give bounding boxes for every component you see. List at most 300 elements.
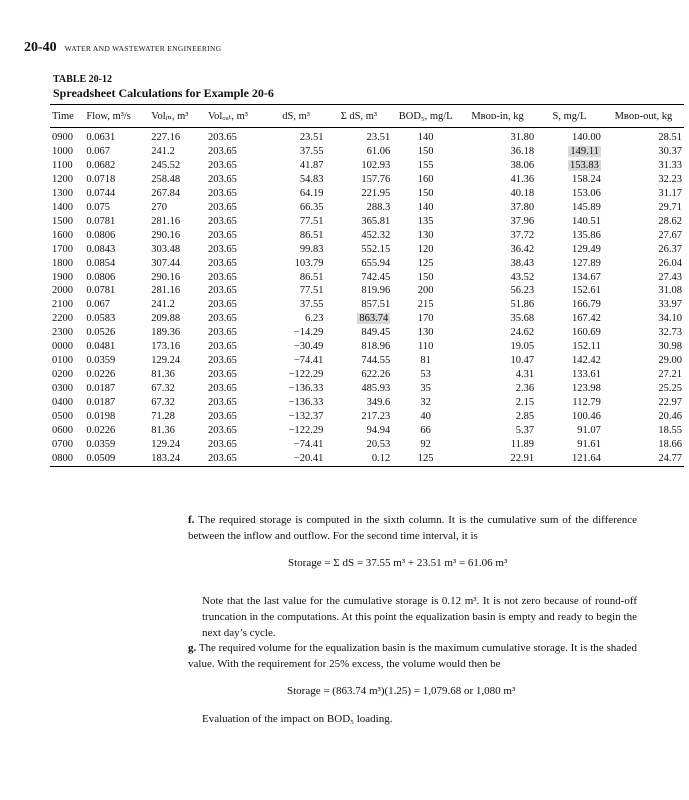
cell-vol-in bbox=[149, 452, 206, 466]
cell-value: 134.67 bbox=[572, 271, 601, 283]
cell-value: 30.37 bbox=[658, 145, 682, 157]
cell-vol-out bbox=[206, 215, 267, 229]
cell-vol-out bbox=[206, 284, 267, 298]
cell-value: 24.62 bbox=[510, 327, 535, 339]
cell-bod5 bbox=[392, 128, 459, 145]
cell-value: 0.0198 bbox=[86, 411, 116, 423]
cell-vol-out bbox=[206, 396, 267, 410]
cell-value: 0.0481 bbox=[86, 341, 116, 353]
cell-value: −30.49 bbox=[293, 341, 324, 353]
cell-value: 125 bbox=[417, 452, 434, 464]
cell-value: 1800 bbox=[52, 257, 73, 269]
cell-ds bbox=[267, 396, 326, 410]
cell-value: 241.2 bbox=[151, 145, 175, 157]
cell-flow bbox=[84, 368, 149, 382]
cell-sum-ds bbox=[325, 187, 392, 201]
table-row bbox=[50, 396, 684, 410]
cell-mbod-out bbox=[603, 173, 684, 187]
cell-sum-ds bbox=[325, 257, 392, 271]
cell-flow bbox=[84, 340, 149, 354]
cell-time bbox=[50, 326, 84, 340]
cell-value: 0.0631 bbox=[86, 132, 116, 143]
cell-value: 110 bbox=[417, 341, 434, 353]
cell-sum-ds bbox=[325, 424, 392, 438]
cell-time bbox=[50, 243, 84, 257]
cell-value: 125 bbox=[417, 257, 434, 269]
cell-mbod-out bbox=[603, 159, 684, 173]
cell-value: 0.0843 bbox=[86, 243, 116, 255]
cell-vol-out bbox=[206, 410, 267, 424]
cell-value: 37.96 bbox=[510, 215, 535, 227]
cell-value: 41.87 bbox=[299, 159, 324, 171]
cell-value: 0.0187 bbox=[86, 397, 116, 409]
cell-sum-ds bbox=[325, 284, 392, 298]
cell-value: 152.61 bbox=[572, 285, 601, 297]
cell-mbod-out bbox=[603, 128, 684, 145]
cell-value: 0600 bbox=[52, 425, 73, 437]
cell-value: 31.08 bbox=[658, 285, 682, 297]
cell-value: 183.24 bbox=[151, 452, 181, 464]
cell-vol-out bbox=[206, 298, 267, 312]
cell-value: 485.93 bbox=[361, 383, 391, 395]
cell-time bbox=[50, 312, 84, 326]
cell-value: 67.32 bbox=[151, 397, 175, 409]
cell-value: 0.0359 bbox=[86, 438, 116, 450]
cell-vol-in bbox=[149, 410, 206, 424]
cell-value: 2.85 bbox=[515, 411, 535, 423]
cell-value: 130 bbox=[417, 229, 434, 241]
cell-mbod-in bbox=[459, 215, 536, 229]
cell-mbod-in bbox=[459, 201, 536, 215]
cell-vol-in bbox=[149, 284, 206, 298]
cell-s bbox=[536, 438, 603, 452]
cell-time bbox=[50, 284, 84, 298]
cell-mbod-out bbox=[603, 271, 684, 285]
storage-equation-2: Storage = (863.74 m³)(1.25) = 1,079.68 or 1,080 m³ bbox=[287, 685, 516, 697]
col-header-time: Time bbox=[50, 105, 84, 128]
cell-value: 150 bbox=[417, 187, 434, 199]
cell-value: 32 bbox=[420, 397, 431, 409]
cell-value: 37.55 bbox=[299, 145, 324, 157]
cell-value: 37.80 bbox=[510, 201, 535, 213]
cell-value: 37.55 bbox=[299, 299, 324, 311]
cell-s bbox=[536, 243, 603, 257]
cell-value: 819.96 bbox=[361, 285, 391, 297]
cell-value: 0.0226 bbox=[86, 425, 116, 437]
cell-value: 0.067 bbox=[86, 145, 111, 157]
cell-value: 203.65 bbox=[207, 327, 237, 339]
cell-value: 818.96 bbox=[361, 341, 391, 353]
cell-mbod-in bbox=[459, 271, 536, 285]
cell-ds bbox=[267, 438, 326, 452]
cell-value: 0.0854 bbox=[86, 257, 116, 269]
cell-mbod-in bbox=[459, 410, 536, 424]
cell-value: −74.41 bbox=[293, 355, 324, 367]
cell-value: 140 bbox=[417, 201, 434, 213]
cell-time bbox=[50, 271, 84, 285]
cell-time bbox=[50, 340, 84, 354]
cell-value: 288.3 bbox=[366, 201, 391, 213]
cell-time bbox=[50, 187, 84, 201]
cell-s bbox=[536, 340, 603, 354]
cell-vol-out bbox=[206, 368, 267, 382]
cell-value: 203.65 bbox=[207, 438, 237, 450]
cell-ds bbox=[267, 410, 326, 424]
cell-value: 203.65 bbox=[207, 355, 237, 367]
cell-ds bbox=[267, 243, 326, 257]
cell-bod5 bbox=[392, 145, 459, 159]
cell-sum-ds bbox=[325, 159, 392, 173]
cell-value: 267.84 bbox=[151, 187, 181, 199]
cell-mbod-out bbox=[603, 229, 684, 243]
table-row bbox=[50, 354, 684, 368]
cell-flow bbox=[84, 410, 149, 424]
cell-sum-ds bbox=[325, 271, 392, 285]
cell-time bbox=[50, 159, 84, 173]
cell-value: 71.28 bbox=[151, 411, 175, 423]
cell-bod5 bbox=[392, 438, 459, 452]
cell-time bbox=[50, 201, 84, 215]
cell-value: 29.71 bbox=[658, 201, 682, 213]
cell-value: 153.06 bbox=[572, 187, 601, 199]
cell-value: 77.51 bbox=[299, 285, 324, 297]
cell-mbod-in bbox=[459, 326, 536, 340]
item-f-label: f. bbox=[188, 514, 195, 526]
cell-value: 0.0187 bbox=[86, 383, 116, 395]
col-header-bod5: BOD₅, mg/L bbox=[392, 105, 459, 128]
page-header bbox=[24, 38, 221, 56]
cell-value: 19.05 bbox=[510, 341, 535, 353]
cell-vol-out bbox=[206, 326, 267, 340]
cell-vol-out bbox=[206, 257, 267, 271]
cell-flow bbox=[84, 312, 149, 326]
cell-value: 452.32 bbox=[361, 229, 391, 241]
cell-value: 0.12 bbox=[371, 452, 391, 464]
cell-mbod-out bbox=[603, 312, 684, 326]
table-header-row bbox=[50, 105, 684, 128]
cell-bod5 bbox=[392, 271, 459, 285]
cell-mbod-out bbox=[603, 382, 684, 396]
cell-vol-out bbox=[206, 438, 267, 452]
cell-ds bbox=[267, 145, 326, 159]
cell-value: 112.79 bbox=[572, 397, 601, 409]
cell-value: 18.55 bbox=[658, 425, 682, 437]
cell-value: 121.64 bbox=[572, 452, 601, 464]
cell-ds bbox=[267, 173, 326, 187]
cell-bod5 bbox=[392, 410, 459, 424]
cell-flow bbox=[84, 438, 149, 452]
cell-value: 81 bbox=[420, 355, 431, 367]
cell-s bbox=[536, 173, 603, 187]
cell-flow bbox=[84, 229, 149, 243]
cell-value: 742.45 bbox=[361, 271, 391, 283]
cell-value: 0.075 bbox=[86, 201, 111, 213]
cell-vol-in bbox=[149, 396, 206, 410]
cell-value: 56.23 bbox=[510, 285, 535, 297]
cell-sum-ds bbox=[325, 382, 392, 396]
cell-value: 28.51 bbox=[658, 132, 682, 143]
cell-bod5 bbox=[392, 424, 459, 438]
cell-vol-in bbox=[149, 215, 206, 229]
cell-s bbox=[536, 159, 603, 173]
cell-mbod-out bbox=[603, 257, 684, 271]
evaluation-text: Evaluation of the impact on BOD₅ loading. bbox=[202, 713, 393, 725]
cell-value: 203.65 bbox=[207, 341, 237, 353]
cell-value: 290.16 bbox=[151, 229, 181, 241]
cell-value: 849.45 bbox=[361, 327, 391, 339]
cell-vol-in bbox=[149, 298, 206, 312]
table-row bbox=[50, 382, 684, 396]
cell-mbod-out bbox=[603, 187, 684, 201]
cell-s bbox=[536, 145, 603, 159]
cell-value: 227.16 bbox=[151, 132, 181, 143]
cell-ds bbox=[267, 354, 326, 368]
cell-vol-in bbox=[149, 128, 206, 145]
cell-value: 23.51 bbox=[366, 132, 391, 143]
cell-mbod-in bbox=[459, 229, 536, 243]
cell-bod5 bbox=[392, 312, 459, 326]
cell-mbod-out bbox=[603, 340, 684, 354]
cell-value: 160.69 bbox=[572, 327, 601, 339]
cell-value: 43.52 bbox=[510, 271, 535, 283]
cell-value: 2.36 bbox=[515, 383, 535, 395]
cell-value: 140.00 bbox=[572, 132, 601, 143]
cell-time bbox=[50, 382, 84, 396]
cell-value: 38.06 bbox=[510, 159, 535, 171]
cell-value: 64.19 bbox=[299, 187, 324, 199]
cell-value: 744.55 bbox=[361, 355, 391, 367]
cell-mbod-out bbox=[603, 354, 684, 368]
table-row bbox=[50, 284, 684, 298]
cell-vol-in bbox=[149, 159, 206, 173]
cell-value: 150 bbox=[417, 145, 434, 157]
cell-value: 0.0781 bbox=[86, 215, 116, 227]
cell-vol-out bbox=[206, 201, 267, 215]
cell-value: 67.32 bbox=[151, 383, 175, 395]
cell-value: 31.80 bbox=[510, 132, 535, 143]
cell-sum-ds bbox=[325, 368, 392, 382]
cell-value: 203.65 bbox=[207, 257, 237, 269]
cell-value: −20.41 bbox=[293, 452, 324, 464]
cell-bod5 bbox=[392, 382, 459, 396]
cell-flow bbox=[84, 159, 149, 173]
cell-value: 152.11 bbox=[572, 341, 601, 353]
cell-value: 0.0526 bbox=[86, 327, 116, 339]
cell-value: 0000 bbox=[52, 341, 73, 353]
cell-s bbox=[536, 326, 603, 340]
cell-flow bbox=[84, 257, 149, 271]
table-row bbox=[50, 438, 684, 452]
item-f-body: The required storage is computed in the sixth column. It is the cumulative sum of the difference between the inflow and outflow. For the second time interval, it is bbox=[188, 514, 637, 542]
cell-mbod-in bbox=[459, 298, 536, 312]
cell-value: 34.10 bbox=[658, 313, 682, 325]
col-header-vol-in: Volᵢₙ, m³ bbox=[149, 105, 206, 128]
cell-value: −136.33 bbox=[288, 397, 324, 409]
cell-value: 0900 bbox=[52, 132, 73, 143]
cell-value: 133.61 bbox=[572, 369, 601, 381]
cell-vol-in bbox=[149, 187, 206, 201]
cell-value: 1100 bbox=[52, 159, 73, 171]
cell-vol-out bbox=[206, 145, 267, 159]
cell-time bbox=[50, 257, 84, 271]
cell-mbod-in bbox=[459, 340, 536, 354]
cell-value: 167.42 bbox=[572, 313, 601, 325]
cell-value: 203.65 bbox=[207, 425, 237, 437]
cell-value: 1200 bbox=[52, 173, 73, 185]
cell-value: 203.65 bbox=[207, 313, 237, 325]
cell-vol-in bbox=[149, 201, 206, 215]
cell-ds bbox=[267, 215, 326, 229]
table-label: TABLE 20-12 bbox=[53, 74, 112, 85]
cell-s bbox=[536, 452, 603, 466]
cell-value: 35.68 bbox=[510, 313, 535, 325]
cell-value: 1600 bbox=[52, 229, 73, 241]
cell-mbod-out bbox=[603, 243, 684, 257]
cell-value: 66.35 bbox=[299, 201, 324, 213]
cell-value: 2.15 bbox=[515, 397, 535, 409]
cell-value: 0.0226 bbox=[86, 369, 116, 381]
cell-mbod-in bbox=[459, 424, 536, 438]
col-header-ds: dS, m³ bbox=[267, 105, 326, 128]
table-row bbox=[50, 340, 684, 354]
cell-s bbox=[536, 257, 603, 271]
cell-vol-in bbox=[149, 243, 206, 257]
cell-value: 6.23 bbox=[305, 313, 324, 325]
table-row bbox=[50, 257, 684, 271]
cell-value: 203.65 bbox=[207, 383, 237, 395]
cell-value: 10.47 bbox=[510, 355, 535, 367]
cell-s bbox=[536, 368, 603, 382]
cell-bod5 bbox=[392, 340, 459, 354]
cell-value: 209.88 bbox=[151, 313, 181, 325]
cell-bod5 bbox=[392, 187, 459, 201]
table-title: Spreadsheet Calculations for Example 20-6 bbox=[53, 86, 274, 100]
cell-value: 155 bbox=[417, 159, 434, 171]
cell-value: 53 bbox=[420, 369, 431, 381]
cell-ds bbox=[267, 368, 326, 382]
cell-s bbox=[536, 312, 603, 326]
cell-value: 0.0744 bbox=[86, 187, 116, 199]
cell-value: 102.93 bbox=[361, 159, 391, 171]
cell-value: 245.52 bbox=[151, 159, 181, 171]
cell-value: 77.51 bbox=[299, 215, 324, 227]
cell-value: 0700 bbox=[52, 438, 73, 450]
cell-value: 203.65 bbox=[207, 229, 237, 241]
cell-value: 203.65 bbox=[207, 243, 237, 255]
cell-time bbox=[50, 424, 84, 438]
cell-mbod-out bbox=[603, 215, 684, 229]
paragraph-note: Note that the last value for the cumulative storage is 0.12 m³. It is not zero because of round-off truncation in the computations. At this point the equalization basin is empty and ready to begin the next day’s cycle. bbox=[202, 595, 637, 639]
cell-s bbox=[536, 201, 603, 215]
cell-mbod-out bbox=[603, 145, 684, 159]
cell-sum-ds bbox=[325, 452, 392, 466]
cell-mbod-out bbox=[603, 424, 684, 438]
cell-value: 173.16 bbox=[151, 341, 181, 353]
cell-value: 258.48 bbox=[151, 173, 181, 185]
table-row bbox=[50, 229, 684, 243]
cell-value: 94.94 bbox=[366, 425, 391, 437]
cell-bod5 bbox=[392, 173, 459, 187]
cell-value: 18.66 bbox=[658, 438, 682, 450]
cell-value: 203.65 bbox=[207, 285, 237, 297]
cell-sum-ds bbox=[325, 410, 392, 424]
cell-mbod-in bbox=[459, 257, 536, 271]
cell-vol-in bbox=[149, 145, 206, 159]
cell-sum-ds bbox=[325, 243, 392, 257]
cell-value: −122.29 bbox=[288, 369, 324, 381]
cell-value: 203.65 bbox=[207, 145, 237, 157]
cell-value: 23.51 bbox=[299, 132, 324, 143]
col-header-s: S, mg/L bbox=[536, 105, 603, 128]
cell-bod5 bbox=[392, 257, 459, 271]
cell-mbod-in bbox=[459, 243, 536, 257]
cell-value: 54.83 bbox=[299, 173, 324, 185]
cell-value: 37.72 bbox=[510, 229, 535, 241]
cell-time bbox=[50, 173, 84, 187]
table-row bbox=[50, 326, 684, 340]
cell-value: 0400 bbox=[52, 397, 73, 409]
cell-bod5 bbox=[392, 243, 459, 257]
cell-value: 349.6 bbox=[366, 397, 391, 409]
cell-value: 203.65 bbox=[207, 215, 237, 227]
cell-mbod-in bbox=[459, 438, 536, 452]
cell-value: 26.37 bbox=[658, 243, 682, 255]
cell-ds bbox=[267, 271, 326, 285]
cell-mbod-in bbox=[459, 354, 536, 368]
cell-flow bbox=[84, 452, 149, 466]
cell-vol-in bbox=[149, 438, 206, 452]
cell-vol-out bbox=[206, 382, 267, 396]
cell-sum-ds bbox=[325, 145, 392, 159]
cell-value: 31.17 bbox=[658, 187, 682, 199]
cell-vol-in bbox=[149, 368, 206, 382]
item-g-label: g. bbox=[188, 642, 197, 654]
cell-ds bbox=[267, 298, 326, 312]
cell-vol-out bbox=[206, 424, 267, 438]
cell-bod5 bbox=[392, 354, 459, 368]
cell-sum-ds bbox=[325, 340, 392, 354]
cell-flow bbox=[84, 354, 149, 368]
cell-s bbox=[536, 284, 603, 298]
cell-bod5 bbox=[392, 326, 459, 340]
cell-value: 142.42 bbox=[572, 355, 601, 367]
cell-ds bbox=[267, 312, 326, 326]
cell-value: 129.49 bbox=[572, 243, 601, 255]
table-row bbox=[50, 187, 684, 201]
cell-value: 307.44 bbox=[151, 257, 181, 269]
table-body bbox=[50, 128, 684, 467]
col-header-sum-ds: Σ dS, m³ bbox=[325, 105, 392, 128]
cell-bod5 bbox=[392, 396, 459, 410]
cell-mbod-in bbox=[459, 452, 536, 466]
table-row bbox=[50, 173, 684, 187]
cell-flow bbox=[84, 128, 149, 145]
cell-value: 290.16 bbox=[151, 271, 181, 283]
cell-bod5 bbox=[392, 284, 459, 298]
cell-value: 203.65 bbox=[207, 411, 237, 423]
cell-value: 1300 bbox=[52, 187, 73, 199]
cell-time bbox=[50, 145, 84, 159]
cell-value: 217.23 bbox=[361, 411, 391, 423]
cell-value: 27.67 bbox=[658, 229, 682, 241]
cell-value: 203.65 bbox=[207, 369, 237, 381]
cell-sum-ds bbox=[325, 312, 392, 326]
cell-value: 1500 bbox=[52, 215, 73, 227]
cell-value: 622.26 bbox=[361, 369, 391, 381]
cell-value: 0.0806 bbox=[86, 229, 116, 241]
cell-sum-ds bbox=[325, 229, 392, 243]
cell-vol-out bbox=[206, 173, 267, 187]
